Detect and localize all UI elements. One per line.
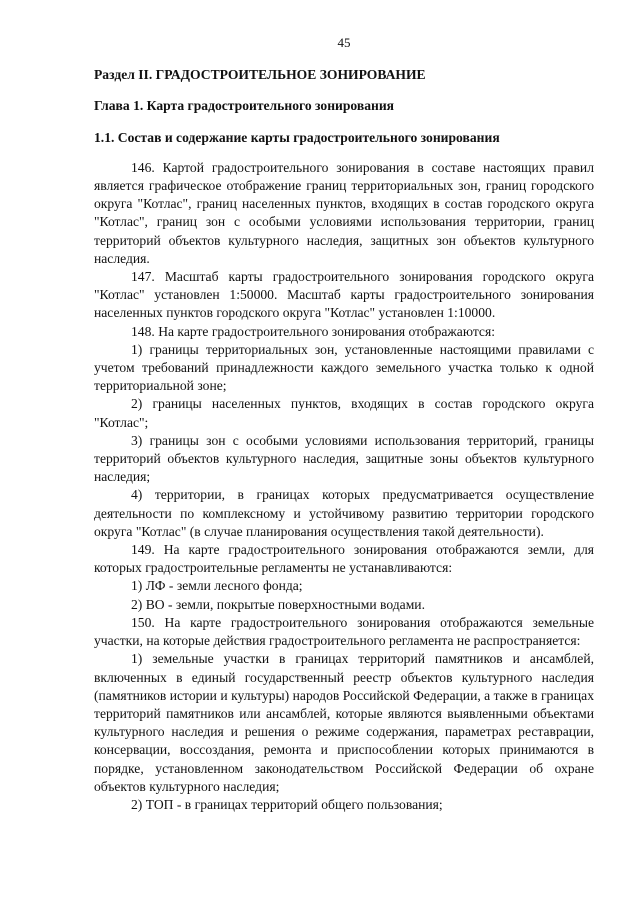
paragraph-150: 150. На карте градостроительного зонирования отображаются земельные участки, на которые действия градостроительного регламента не распространяется: <box>94 614 594 649</box>
list-item-148-4: 4) территории, в границах которых предусматривается осуществление деятельности по комплексному и устойчивому развитию территории городского округа "Котлас" (в случае планирования осуществления такой деятельности). <box>94 487 594 539</box>
list-item-150-2: 2) ТОП - в границах территорий общего пользования; <box>131 796 443 812</box>
section-title: Раздел II. ГРАДОСТРОИТЕЛЬНОЕ ЗОНИРОВАНИЕ <box>94 67 426 83</box>
paragraph-147: 147. Масштаб карты градостроительного зонирования городского округа "Котлас" установлен 1:50000. Масштаб карты градостроительного зонирования населенных пунктов городского округа "Котлас" установлен 1:10000. <box>94 269 594 321</box>
list-item-148-2: 2) границы населенных пунктов, входящих в состав городского округа "Котлас"; <box>94 396 594 430</box>
paragraph-149: 149. На карте градостроительного зонирования отображаются земли, для которых градостроительные регламенты не устанавливаются: <box>94 542 594 576</box>
subsection-title: 1.1. Состав и содержание карты градостроительного зонирования <box>94 129 500 145</box>
list-item-149-1: 1) ЛФ - земли лесного фонда; <box>131 578 303 594</box>
list-item-148-1: 1) границы территориальных зон, установленные настоящими правилами с учетом требований принадлежности каждого земельного участка только к одной территориальной зоне; <box>94 341 594 394</box>
paragraph-148: 148. На карте градостроительного зонирования отображаются: <box>131 323 495 339</box>
list-item-150-1: 1) земельные участки в границах территорий памятников и ансамблей, включенных в единый государственный реестр объектов культурного наследия (памятников истории и культуры) народов Российской Федерации, а также в границах территорий памятников или ансамблей, которые являются выявленными объектами культурного наследия и решения о режиме содержания, параметрах реставрации, консервации, воссоздания, ремонта и приспособлении которых принимаются в порядке, установленном законодательством Российской Федерации об охране объектов культурного наследия; <box>94 651 594 794</box>
chapter-title: Глава 1. Карта градостроительного зонирования <box>94 98 395 114</box>
page-number: 45 <box>337 35 351 50</box>
paragraph-146: 146. Картой градостроительного зонирования в составе настоящих правил является графическое отображение границ территориальных зон, границ городского округа "Котлас", границ населенных пунктов, входящих в состав городского округа "Котлас", границ зон с особыми условиями использования территории, границ территорий объектов культурного наследия, защитных зон объектов культурного наследия. <box>94 159 594 266</box>
list-item-148-3: 3) границы зон с особыми условиями использования территорий, границы территорий объектов культурного наследия, защитные зоны объектов культурного наследия; <box>94 432 594 485</box>
list-item-149-2: 2) ВО - земли, покрытые поверхностными водами. <box>131 596 425 612</box>
